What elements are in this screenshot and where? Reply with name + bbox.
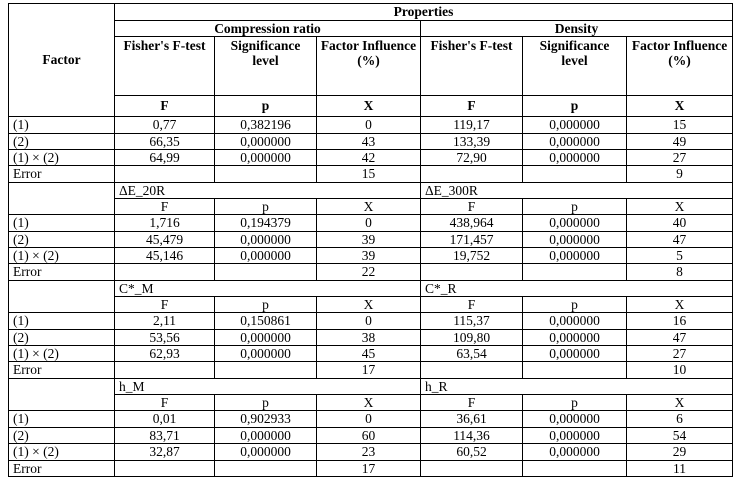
value-cell [523,362,627,378]
table-row [9,329,733,345]
column-label-cell: p [215,297,317,313]
value-cell: 0,000000 [523,231,627,247]
column-label-cell: X [627,395,733,411]
symbol-cell: F [115,95,215,116]
value-cell: 0 [317,313,421,329]
section-right-title: h_R [421,378,733,394]
value-cell [115,166,215,182]
value-cell [523,460,627,477]
properties-header: Properties [115,4,733,21]
value-cell [523,166,627,182]
header-row-groups [9,21,733,37]
value-cell [115,362,215,378]
section-column-label-row [9,199,733,215]
value-cell: 114,36 [421,427,523,443]
value-cell: 0,382196 [215,117,317,133]
symbol-cell: p [215,95,317,116]
column-label-cell: p [523,199,627,215]
value-cell: 0,150861 [215,313,317,329]
table-row [9,460,733,477]
value-cell: 38 [317,329,421,345]
factor-cell: (2) [9,231,115,247]
section-right-title: ΔE_300R [421,182,733,198]
value-cell: 0,77 [115,117,215,133]
value-cell [421,166,523,182]
value-cell: 83,71 [115,427,215,443]
value-cell: 43 [317,133,421,149]
value-cell: 119,17 [421,117,523,133]
value-cell: 0,000000 [215,444,317,460]
value-cell: 16 [627,313,733,329]
value-cell: 0,000000 [523,427,627,443]
value-cell: 49 [627,133,733,149]
value-cell [215,264,317,280]
value-cell [115,264,215,280]
table-row [9,346,733,362]
value-cell [421,264,523,280]
section-left-title: C*_M [115,280,421,296]
value-cell: 54 [627,427,733,443]
value-cell: 40 [627,215,733,231]
value-cell: 5 [627,248,733,264]
value-cell: 9 [627,166,733,182]
factor-cell: (2) [9,133,115,149]
value-cell: 15 [317,166,421,182]
header-row-subheaders [9,37,733,96]
column-label-cell: X [627,199,733,215]
value-cell: 60,52 [421,444,523,460]
value-cell: 63,54 [421,346,523,362]
subheader-cell: Significance level [523,37,627,96]
value-cell: 0 [317,215,421,231]
value-cell: 36,61 [421,411,523,427]
density-header: Density [421,21,733,37]
column-label-cell: F [115,395,215,411]
section-blank-cell [9,378,115,411]
value-cell: 2,11 [115,313,215,329]
table-row [9,444,733,460]
symbol-cell: X [317,95,421,116]
column-label-cell: X [317,199,421,215]
factor-cell: (2) [9,329,115,345]
value-cell: 27 [627,346,733,362]
value-cell: 0,000000 [215,248,317,264]
column-label-cell: F [115,199,215,215]
value-cell: 45 [317,346,421,362]
value-cell: 0,000000 [523,117,627,133]
value-cell: 1,716 [115,215,215,231]
section-blank-cell [9,182,115,215]
value-cell: 22 [317,264,421,280]
value-cell: 0,000000 [215,427,317,443]
section-blank-cell [9,280,115,313]
value-cell: 0,000000 [523,133,627,149]
table-row [9,248,733,264]
header-row-symbols [9,95,733,116]
factor-header: Factor [9,4,115,117]
value-cell: 0,000000 [523,329,627,345]
value-cell: 0,000000 [523,215,627,231]
value-cell: 0,01 [115,411,215,427]
table-row [9,231,733,247]
column-label-cell: p [215,199,317,215]
symbol-cell: p [523,95,627,116]
table-row [9,133,733,149]
factor-cell: Error [9,460,115,477]
anova-results-table [8,3,733,477]
value-cell [523,264,627,280]
value-cell: 17 [317,460,421,477]
value-cell: 66,35 [115,133,215,149]
factor-cell: Error [9,264,115,280]
value-cell: 171,457 [421,231,523,247]
value-cell: 438,964 [421,215,523,231]
symbol-cell: X [627,95,733,116]
value-cell: 0 [317,411,421,427]
factor-cell: (1) × (2) [9,346,115,362]
section-column-label-row [9,395,733,411]
value-cell: 0,000000 [523,313,627,329]
value-cell: 8 [627,264,733,280]
value-cell: 27 [627,149,733,165]
value-cell: 39 [317,231,421,247]
value-cell: 115,37 [421,313,523,329]
value-cell: 0,000000 [215,346,317,362]
value-cell: 23 [317,444,421,460]
value-cell: 0,000000 [215,133,317,149]
subheader-cell: Significance level [215,37,317,96]
column-label-cell: F [421,395,523,411]
subheader-cell: Factor Influence (%) [317,37,421,96]
section-right-title: C*_R [421,280,733,296]
value-cell: 10 [627,362,733,378]
table-row [9,215,733,231]
value-cell: 45,479 [115,231,215,247]
value-cell [215,460,317,477]
value-cell: 0,000000 [215,231,317,247]
value-cell: 0,000000 [523,444,627,460]
column-label-cell: X [317,297,421,313]
value-cell: 72,90 [421,149,523,165]
factor-cell: (1) [9,215,115,231]
factor-cell: (1) × (2) [9,444,115,460]
table-row [9,264,733,280]
value-cell: 53,56 [115,329,215,345]
column-label-cell: X [317,395,421,411]
value-cell [421,460,523,477]
value-cell: 19,752 [421,248,523,264]
value-cell: 109,80 [421,329,523,345]
factor-cell: Error [9,166,115,182]
value-cell: 0,000000 [523,346,627,362]
section-column-label-row [9,297,733,313]
value-cell: 0,000000 [215,149,317,165]
header-row-properties [9,4,733,21]
value-cell: 45,146 [115,248,215,264]
value-cell: 11 [627,460,733,477]
section-title-row [9,378,733,394]
column-label-cell: F [421,297,523,313]
column-label-cell: p [523,395,627,411]
value-cell: 6 [627,411,733,427]
subheader-cell: Fisher's F-test [421,37,523,96]
table-row [9,411,733,427]
value-cell [215,362,317,378]
value-cell: 17 [317,362,421,378]
section-left-title: ΔE_20R [115,182,421,198]
factor-cell: (1) × (2) [9,149,115,165]
section-title-row [9,182,733,198]
value-cell: 42 [317,149,421,165]
column-label-cell: X [627,297,733,313]
value-cell [421,362,523,378]
column-label-cell: p [215,395,317,411]
factor-cell: (1) × (2) [9,248,115,264]
table-row [9,166,733,182]
subheader-cell: Fisher's F-test [115,37,215,96]
factor-cell: (1) [9,313,115,329]
table-row [9,427,733,443]
value-cell: 60 [317,427,421,443]
value-cell: 0,194379 [215,215,317,231]
value-cell [215,166,317,182]
value-cell: 0,902933 [215,411,317,427]
value-cell: 29 [627,444,733,460]
factor-cell: (2) [9,427,115,443]
column-label-cell: p [523,297,627,313]
factor-cell: (1) [9,117,115,133]
value-cell: 47 [627,329,733,345]
factor-cell: (1) [9,411,115,427]
value-cell: 133,39 [421,133,523,149]
section-left-title: h_M [115,378,421,394]
column-label-cell: F [115,297,215,313]
value-cell: 0 [317,117,421,133]
value-cell: 0,000000 [523,149,627,165]
compression-ratio-header: Compression ratio [115,21,421,37]
value-cell: 0,000000 [523,248,627,264]
value-cell: 0,000000 [523,411,627,427]
table-row [9,117,733,133]
value-cell [115,460,215,477]
table-row [9,313,733,329]
value-cell: 62,93 [115,346,215,362]
symbol-cell: F [421,95,523,116]
column-label-cell: F [421,199,523,215]
value-cell: 39 [317,248,421,264]
factor-cell: Error [9,362,115,378]
table-row [9,362,733,378]
value-cell: 47 [627,231,733,247]
value-cell: 32,87 [115,444,215,460]
value-cell: 15 [627,117,733,133]
value-cell: 0,000000 [215,329,317,345]
table-row [9,149,733,165]
section-title-row [9,280,733,296]
subheader-cell: Factor Influence (%) [627,37,733,96]
value-cell: 64,99 [115,149,215,165]
